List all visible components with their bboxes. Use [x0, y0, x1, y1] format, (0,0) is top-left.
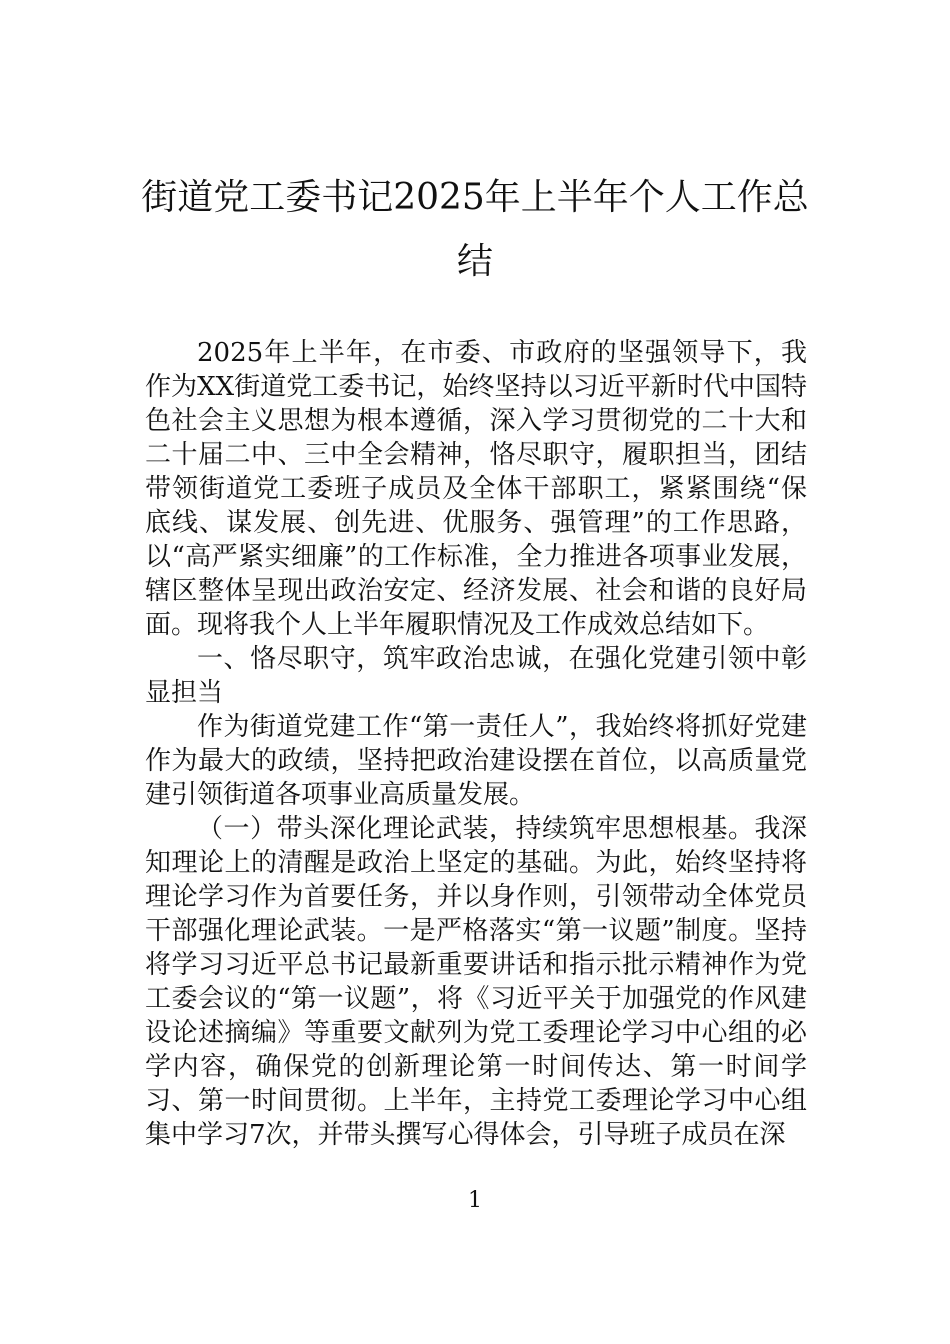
subsection-1-paragraph: （一）带头深化理论武装，持续筑牢思想根基。我深知理论上的清醒是政治上坚定的基础。为此，始终坚持将理论学习作为首要任务，并以身作则，引领带动全体党员干部强化理论武装。一是严格落实“第一议题”制度。坚持将学习习近平总书记最新重要讲话和指示批示精神作为党工委会议的“第一议题”，将《习近平关于加强党的作风建设论述摘编》等重要文献列为党工委理论学习中心组的必学内容，确保党的创新理论第一时间传达、第一时间学习、第一时间贯彻。上半年，主持党工委理论学习中心组集中学习7次，并带头撰写心得体会，引导班子成员在深: [145, 814, 807, 1150]
section-heading-1: 一、恪尽职守，筑牢政治忠诚，在强化党建引领中彰显担当: [145, 644, 807, 708]
intro-paragraph: 2025年上半年，在市委、市政府的坚强领导下，我作为XX街道党工委书记，始终坚持以习近平新时代中国特色社会主义思想为根本遵循，深入学习贯彻党的二十大和二十届二中、三中全会精神，恪尽职守，履职担当，团结带领街道党工委班子成员及全体干部职工，紧紧围绕“保底线、谋发展、创先进、优服务、强管理”的工作思路，以“高严紧实细廉”的工作标准，全力推进各项事业发展，辖区整体呈现出政治安定、经济发展、社会和谐的良好局面。现将我个人上半年履职情况及工作成效总结如下。: [145, 338, 807, 640]
document-title: 街道党工委书记2025年上半年个人工作总结: [141, 177, 809, 282]
page-number: 1: [468, 1188, 482, 1213]
document-body: [145, 336, 807, 1152]
section-1-paragraph: 作为街道党建工作“第一责任人”，我始终将抓好党建作为最大的政绩，坚持把政治建设摆在首位，以高质量党建引领街道各项事业高质量发展。: [145, 712, 807, 810]
